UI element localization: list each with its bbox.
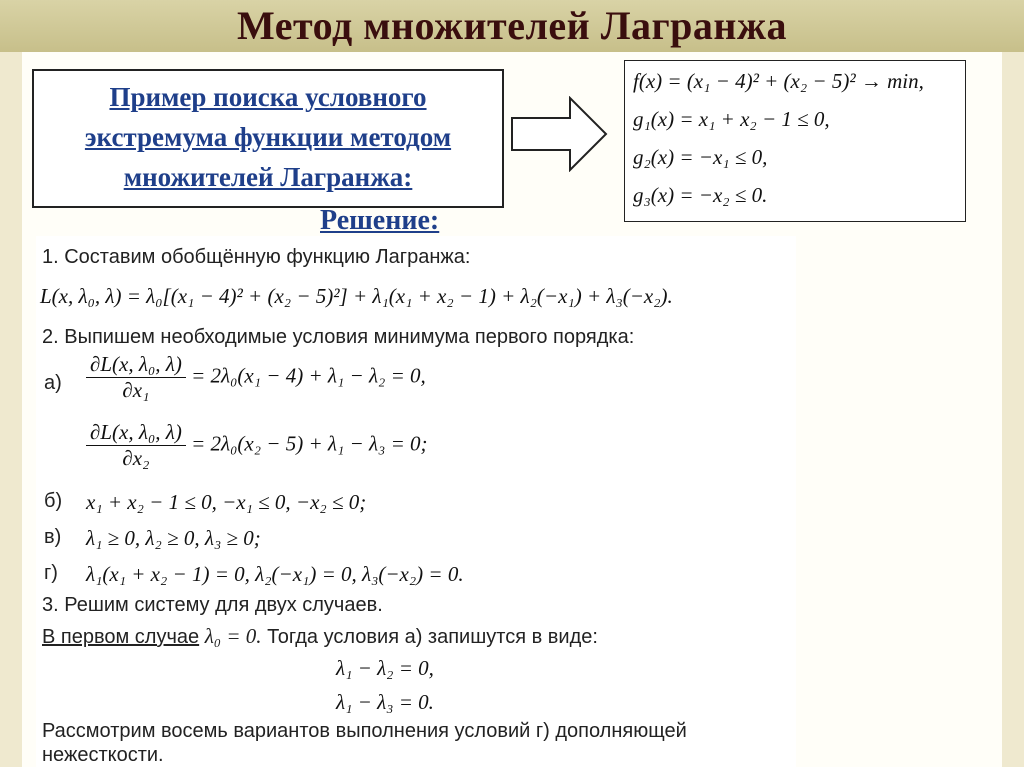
step-2: 2. Выпишем необходимые условия минимума первого порядка: xyxy=(42,326,635,348)
label-v: в) xyxy=(44,526,62,548)
case-1-condition: λ₀ = 0. xyxy=(204,624,262,648)
condition-b: x₁ + x₂ − 1 ≤ 0, −x₁ ≤ 0, −x₂ ≤ 0; xyxy=(86,490,367,514)
example-line-2: экстремума функции методом xyxy=(84,122,452,152)
title-bar xyxy=(0,0,1024,53)
fraction-numerator: ∂L(x, λ₀, λ) xyxy=(86,420,186,446)
right-margin xyxy=(1002,52,1024,767)
condition-a2 xyxy=(86,420,428,471)
example-line-3: множителей Лагранжа: xyxy=(123,162,413,192)
step-1: 1. Составим обобщённую функцию Лагранжа: xyxy=(42,246,471,268)
solution-label: Решение: xyxy=(320,205,440,236)
right-arrow-icon xyxy=(510,96,610,172)
step-3: 3. Решим систему для двух случаев. xyxy=(42,594,383,616)
condition-v: λ₁ ≥ 0, λ₂ ≥ 0, λ₃ ≥ 0; xyxy=(86,526,261,550)
label-b: б) xyxy=(44,490,63,512)
label-g: г) xyxy=(44,562,58,584)
condition-g: λ₁(x₁ + x₂ − 1) = 0, λ₂(−x₁) = 0, λ₃(−x₂) = 0. xyxy=(86,562,464,586)
fraction-numerator: ∂L(x, λ₀, λ) xyxy=(86,352,186,378)
system-eq-2: λ₁ − λ₃ = 0. xyxy=(336,690,434,714)
example-line-1: Пример поиска условного xyxy=(109,82,427,112)
example-box xyxy=(32,69,504,208)
partial-fraction-2 xyxy=(86,420,186,471)
solution-document xyxy=(36,236,796,767)
label-a: а) xyxy=(44,372,62,394)
consider-line-2: нежесткости. xyxy=(42,744,164,766)
lagrangian-equation: L(x, λ₀, λ) = λ₀[(x₁ − 4)² + (x₂ − 5)²] + λ₁(x₁ + x₂ − 1) + λ₂(−x₁) + λ₃(−x₂). xyxy=(40,284,673,308)
constraint-g3: g₃(x) = −x₂ ≤ 0. xyxy=(633,183,768,207)
example-text xyxy=(34,77,502,197)
equation-a1: = 2λ₀(x₁ − 4) + λ₁ − λ₂ = 0, xyxy=(191,363,426,388)
condition-a1 xyxy=(86,352,426,403)
constraint-g1: g₁(x) = x₁ + x₂ − 1 ≤ 0, xyxy=(633,107,830,131)
consider-line-1: Рассмотрим восемь вариантов выполнения условий г) дополняющей xyxy=(42,720,687,742)
case-1-line xyxy=(42,624,598,649)
case-1-suffix: Тогда условия а) запишутся в виде: xyxy=(261,626,598,648)
case-1-prefix: В первом случае xyxy=(42,626,200,648)
partial-fraction-1 xyxy=(86,352,186,403)
fraction-denominator: ∂x₂ xyxy=(122,446,150,470)
fraction-denominator: ∂x₁ xyxy=(122,378,150,402)
objective-function: f(x) = (x₁ − 4)² + (x₂ − 5)² → min, xyxy=(633,69,924,93)
problem-box xyxy=(624,60,966,222)
left-margin xyxy=(0,52,22,767)
equation-a2: = 2λ₀(x₂ − 5) + λ₁ − λ₃ = 0; xyxy=(191,431,428,456)
constraint-g2: g₂(x) = −x₁ ≤ 0, xyxy=(633,145,768,169)
slide-title: Метод множителей Лагранжа xyxy=(237,3,787,48)
system-eq-1: λ₁ − λ₂ = 0, xyxy=(336,656,434,680)
